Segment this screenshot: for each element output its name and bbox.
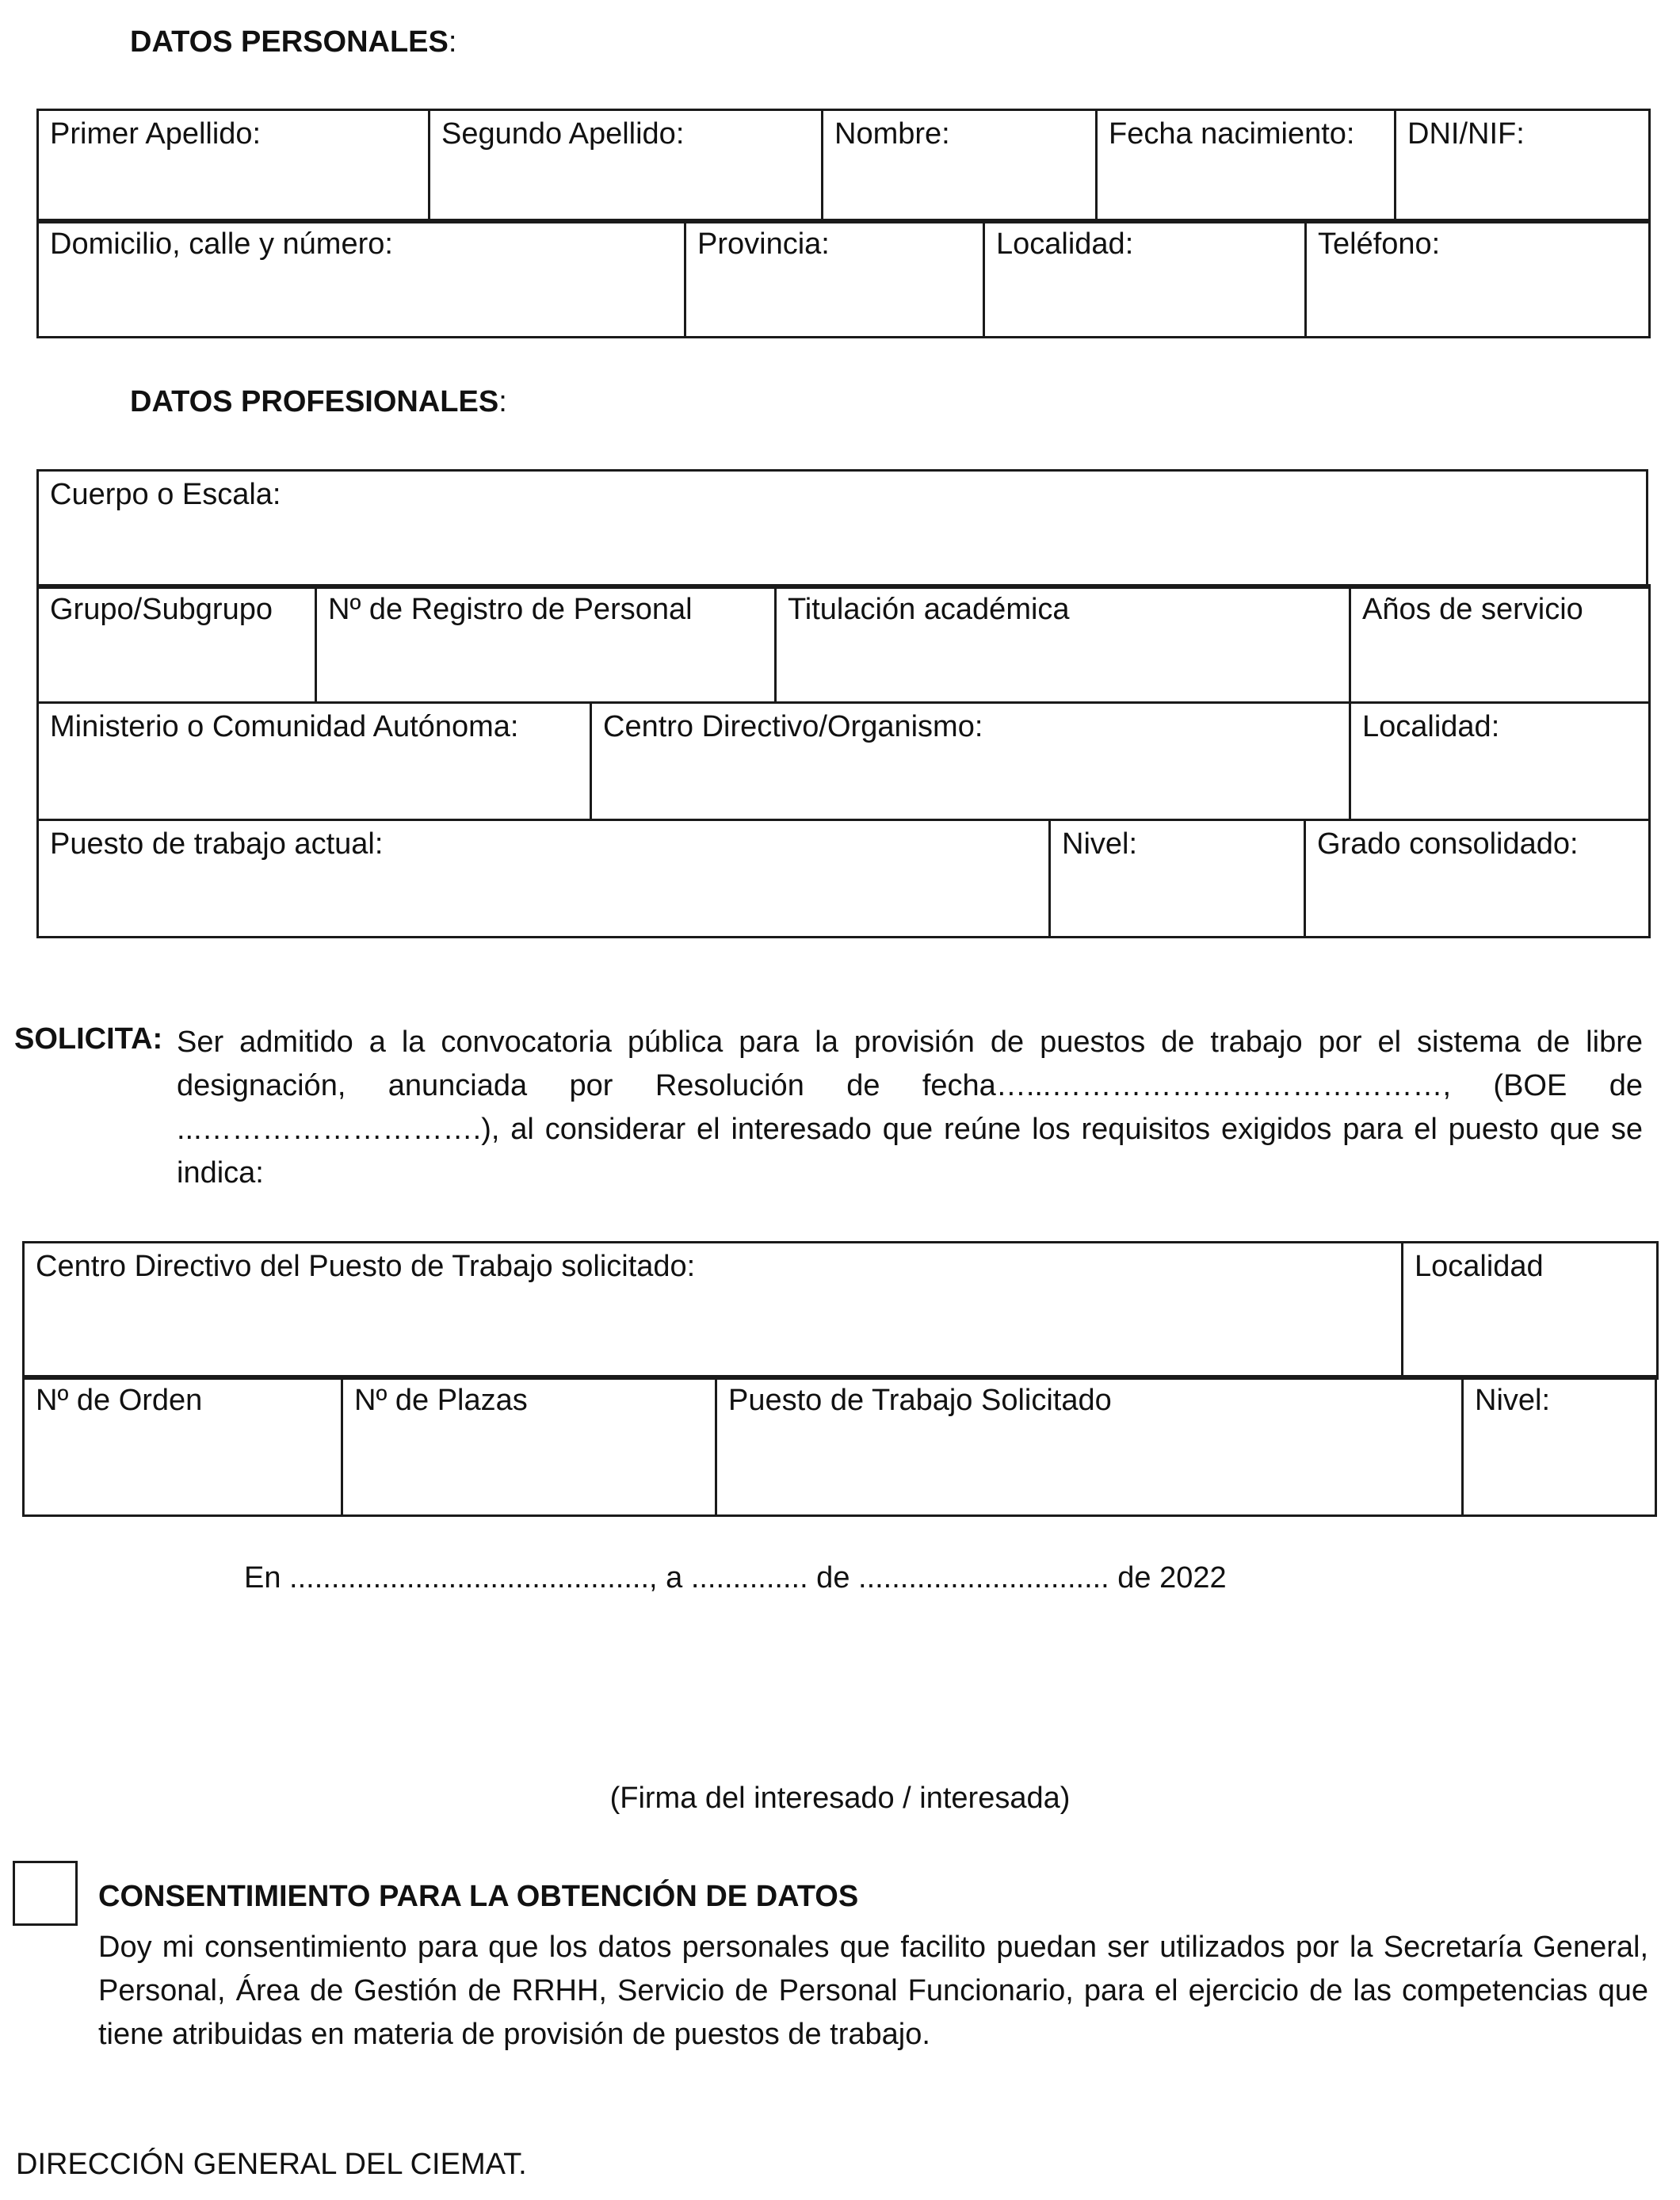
consent-checkbox[interactable] <box>13 1861 78 1926</box>
field-label: Fecha nacimiento: <box>1109 117 1355 151</box>
field-label: Grado consolidado: <box>1317 827 1579 861</box>
personal-field-domicilio[interactable] <box>38 220 685 338</box>
professional-field-puesto-actual[interactable] <box>38 820 1050 938</box>
field-label: Nº de Plazas <box>354 1384 528 1417</box>
professional-data-table-row4 <box>36 819 1651 938</box>
requested-field-centro-directivo[interactable] <box>24 1243 1403 1379</box>
requested-field-nivel[interactable] <box>1463 1377 1656 1516</box>
professional-data-table-row2 <box>36 584 1651 704</box>
consent-text: Doy mi consentimiento para que los datos personales que facilito puedan ser utilizados por la Secretaría General, Personal, Área de Gestión de RRHH, Servicio de Personal Funcionario, para el ejercicio de las competencias que tiene atribuidas en materia de provisión de puestos de trabajo. <box>98 1931 1648 2051</box>
requested-field-puesto-solicitado[interactable] <box>716 1377 1463 1516</box>
personal-field-dni-nif[interactable] <box>1396 110 1650 223</box>
field-label: Centro Directivo del Puesto de Trabajo solicitado: <box>36 1250 696 1283</box>
solicita-label-colon: : <box>152 1022 163 1056</box>
signature-caption: (Firma del interesado / interesada) <box>609 1782 1071 1815</box>
field-label: Localidad: <box>996 227 1134 261</box>
field-label: Localidad <box>1415 1250 1544 1283</box>
field-label: Puesto de Trabajo Solicitado <box>728 1384 1112 1417</box>
requested-field-numero-plazas[interactable] <box>342 1377 716 1516</box>
field-label: Titulación académica <box>788 593 1070 626</box>
solicita-label <box>14 1021 162 1059</box>
field-label: Centro Directivo/Organismo: <box>603 710 983 743</box>
solicita-text: Ser admitido a la convocatoria pública para la provisión de puestos de trabajo por el sistema de libre designación, anunciada por Resolución de fecha…...…………………………………, (BOE de ...……………………….), al considerar el interesado que reúne los requisitos exigidos para el puesto que se indica: <box>177 1026 1643 1190</box>
professional-field-registro-personal[interactable] <box>316 586 776 703</box>
professional-field-localidad[interactable] <box>1350 703 1650 820</box>
field-label: Ministerio o Comunidad Autónoma: <box>50 710 519 743</box>
professional-field-titulacion[interactable] <box>776 586 1350 703</box>
professional-field-cuerpo-escala[interactable] <box>38 471 1648 588</box>
field-label: DNI/NIF: <box>1407 117 1525 151</box>
field-label: Grupo/Subgrupo <box>50 593 273 626</box>
professional-heading <box>130 384 507 422</box>
field-label: Nº de Orden <box>36 1384 203 1417</box>
professional-field-nivel[interactable] <box>1050 820 1305 938</box>
personal-field-localidad[interactable] <box>984 220 1306 338</box>
field-label: Cuerpo o Escala: <box>50 478 281 511</box>
professional-field-centro-directivo[interactable] <box>591 703 1350 820</box>
personal-heading-colon: : <box>448 25 457 59</box>
date-line: En ..........................................., a .............. de .............................. de 2022 <box>244 1561 1227 1595</box>
personal-data-table-row2 <box>36 219 1651 338</box>
professional-field-ministerio[interactable] <box>38 703 591 820</box>
field-label: Teléfono: <box>1318 227 1441 261</box>
professional-field-grupo-subgrupo[interactable] <box>38 586 316 703</box>
field-label: Puesto de trabajo actual: <box>50 827 384 861</box>
field-label: Provincia: <box>697 227 830 261</box>
personal-field-fecha-nacimiento[interactable] <box>1097 110 1396 223</box>
personal-field-provincia[interactable] <box>685 220 984 338</box>
requested-field-localidad[interactable] <box>1403 1243 1658 1379</box>
professional-data-table-row3 <box>36 701 1651 821</box>
professional-data-table-row1 <box>36 469 1648 589</box>
personal-heading <box>130 24 456 62</box>
personal-field-telefono[interactable] <box>1306 220 1650 338</box>
field-label: Domicilio, calle y número: <box>50 227 393 261</box>
field-label: Nivel: <box>1062 827 1138 861</box>
professional-field-anos-servicio[interactable] <box>1350 586 1650 703</box>
solicita-label-text: SOLICITA <box>14 1022 153 1056</box>
footer-text: DIRECCIÓN GENERAL DEL CIEMAT. <box>16 2148 527 2181</box>
field-label: Nivel: <box>1475 1384 1551 1417</box>
requested-position-table-row2 <box>22 1375 1657 1517</box>
field-label: Localidad: <box>1362 710 1500 743</box>
personal-heading-text: DATOS PERSONALES <box>130 25 449 59</box>
professional-heading-text: DATOS PROFESIONALES <box>130 385 499 418</box>
consent-title: CONSENTIMIENTO PARA LA OBTENCIÓN DE DATOS <box>98 1880 859 1913</box>
personal-field-segundo-apellido[interactable] <box>430 110 823 223</box>
requested-position-table-row1 <box>22 1241 1659 1380</box>
personal-data-table <box>36 109 1651 223</box>
personal-field-nombre[interactable] <box>823 110 1097 223</box>
field-label: Años de servicio <box>1362 593 1583 626</box>
professional-field-grado-consolidado[interactable] <box>1305 820 1650 938</box>
field-label: Nº de Registro de Personal <box>328 593 693 626</box>
field-label: Nombre: <box>834 117 950 151</box>
professional-heading-colon: : <box>498 385 507 418</box>
personal-field-primer-apellido[interactable] <box>38 110 430 223</box>
field-label: Segundo Apellido: <box>441 117 685 151</box>
field-label: Primer Apellido: <box>50 117 262 151</box>
requested-field-numero-orden[interactable] <box>24 1377 342 1516</box>
